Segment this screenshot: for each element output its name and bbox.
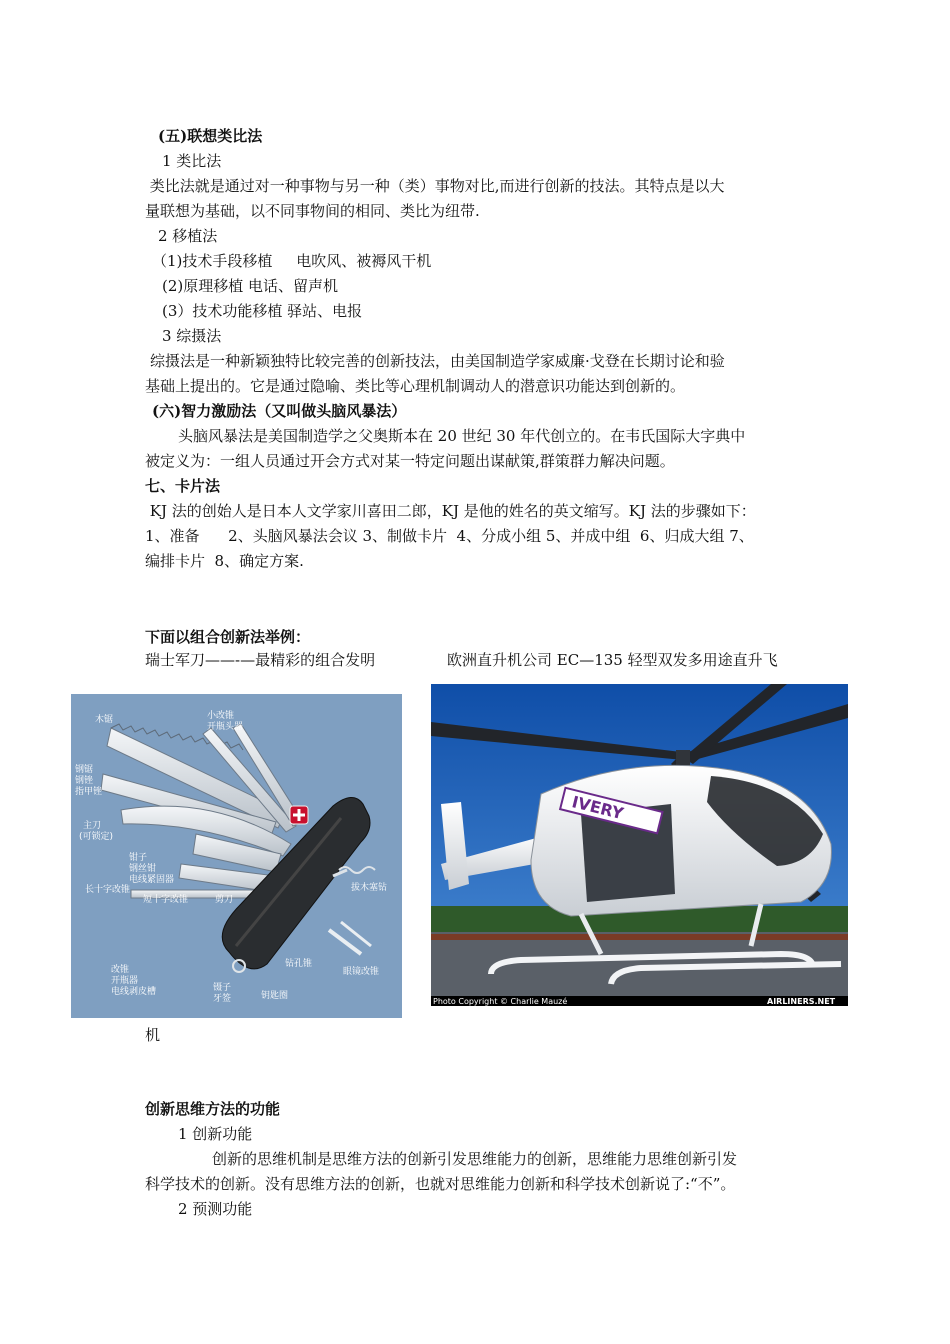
list-item: （1)技术手段移植 电吹风、被褥风干机 xyxy=(152,252,432,270)
source-watermark: AIRLINERS.NET xyxy=(767,997,836,1006)
subheading-innovation-function: 1 创新功能 xyxy=(178,1125,253,1143)
knife-label-saw: 木锯 xyxy=(95,715,114,725)
section-heading-association-analogy: (五)联想类比法 xyxy=(158,127,263,145)
paragraph-line: 1、准备 2、头脑风暴法会议 3、制做卡片 4、分成小组 5、并成中组 6、归成大组 7、 xyxy=(145,527,754,545)
knife-label-short-phillips: 短十字改锥 xyxy=(143,895,189,905)
knife-label-long-phillips: 长十字改锥 xyxy=(85,885,131,895)
knife-label-bottle-opener-2: 开瓶器 xyxy=(111,976,139,986)
section-heading-functions: 创新思维方法的功能 xyxy=(145,1100,281,1118)
paragraph-line: 创新的思维机制是思维方法的创新引发思维能力的创新，思维能力思维创新引发 xyxy=(212,1150,738,1168)
knife-label-nail-file: 指甲锉 xyxy=(75,787,103,797)
knife-label-corkscrew: 拔木塞钻 xyxy=(351,883,388,893)
photo-credit: Photo Copyright © Charlie Mauzé xyxy=(433,997,568,1006)
knife-label-bottle-opener: 开瓶头器 xyxy=(207,722,244,732)
paragraph-line: 基础上提出的。它是通过隐喻、类比等心理机制调动人的潜意识功能达到创新的。 xyxy=(145,377,686,395)
knife-label-small-screwdriver: 小改锥 xyxy=(207,711,235,721)
knife-label-eyeglass-screwdriver: 眼镜改锥 xyxy=(343,967,380,977)
paragraph-line: 被定义为：一组人员通过开会方式对某一特定问题出谋献策,群策群力解决问题。 xyxy=(145,452,675,470)
paragraph-line: 编排卡片 8、确定方案. xyxy=(145,552,304,570)
example-heading: 下面以组合创新法举例： xyxy=(145,628,311,646)
subheading-analogy-method: 1 类比法 xyxy=(162,152,222,170)
paragraph-line: 综摄法是一种新颖独特比较完善的创新技法，由美国制造学家威廉·戈登在长期讨论和验 xyxy=(150,352,725,370)
knife-label-scissors: 剪刀 xyxy=(215,895,234,905)
helicopter-livery-text: IVERY xyxy=(570,792,626,824)
knife-label-file: 钢锉 xyxy=(75,776,94,786)
knife-label-tweezers: 镊子 xyxy=(213,983,232,993)
subheading-synectics: 3 综摄法 xyxy=(162,327,222,345)
knife-label-key-ring: 钥匙圈 xyxy=(261,991,289,1001)
list-item: (3）技术功能移植 驿站、电报 xyxy=(162,302,363,320)
knife-label-wire-pliers: 钢丝钳 xyxy=(129,864,157,874)
knife-label-lockable: (可锁定) xyxy=(79,832,114,842)
subheading-transplant-method: 2 移植法 xyxy=(158,227,218,245)
paragraph-line: 头脑风暴法是美国制造学之父奥斯本在 20 世纪 30 年代创立的。在韦氏国际大字典中 xyxy=(178,427,746,445)
knife-label-wire-stripper: 电线剥皮槽 xyxy=(111,987,157,997)
list-item: (2)原理移植 电话、留声机 xyxy=(162,277,339,295)
paragraph-line: 科学技术的创新。没有思维方法的创新，也就对思维能力创新和科学技术创新说了:“不”。 xyxy=(145,1175,736,1193)
knife-label-toothpick: 牙签 xyxy=(213,994,232,1004)
helicopter-image xyxy=(431,684,848,1006)
section-heading-brainstorming: (六)智力激励法（又叫做头脑风暴法） xyxy=(152,402,407,420)
knife-label-file: 钢锯 xyxy=(75,765,94,775)
section-heading-card-method: 七、卡片法 xyxy=(145,477,221,495)
knife-label-screwdriver: 改锥 xyxy=(111,965,130,975)
knife-label-wire-crimper: 电线紧固器 xyxy=(129,875,175,885)
caption-swiss-army-knife: 瑞士军刀——-—最精彩的组合发明 xyxy=(145,651,376,669)
caption-helicopter: 欧洲直升机公司 EC—135 轻型双发多用途直升飞 xyxy=(447,651,778,669)
knife-label-reamer: 钻孔锥 xyxy=(285,959,313,969)
knife-label-pliers: 钳子 xyxy=(129,853,148,863)
caption-helicopter-continued: 机 xyxy=(145,1026,161,1044)
knife-label-main-blade: 主刀 xyxy=(83,821,102,831)
paragraph-line: 量联想为基础，以不同事物间的相同、类比为纽带. xyxy=(145,202,480,220)
swiss-army-knife-image xyxy=(71,694,402,1018)
subheading-prediction-function: 2 预测功能 xyxy=(178,1200,253,1218)
paragraph-line: 类比法就是通过对一种事物与另一种（类）事物对比,而进行创新的技法。其特点是以大 xyxy=(145,177,725,195)
paragraph-line: KJ 法的创始人是日本人文学家川喜田二郎，KJ 是他的姓名的英文缩写。KJ 法的步骤如下： xyxy=(145,502,756,520)
